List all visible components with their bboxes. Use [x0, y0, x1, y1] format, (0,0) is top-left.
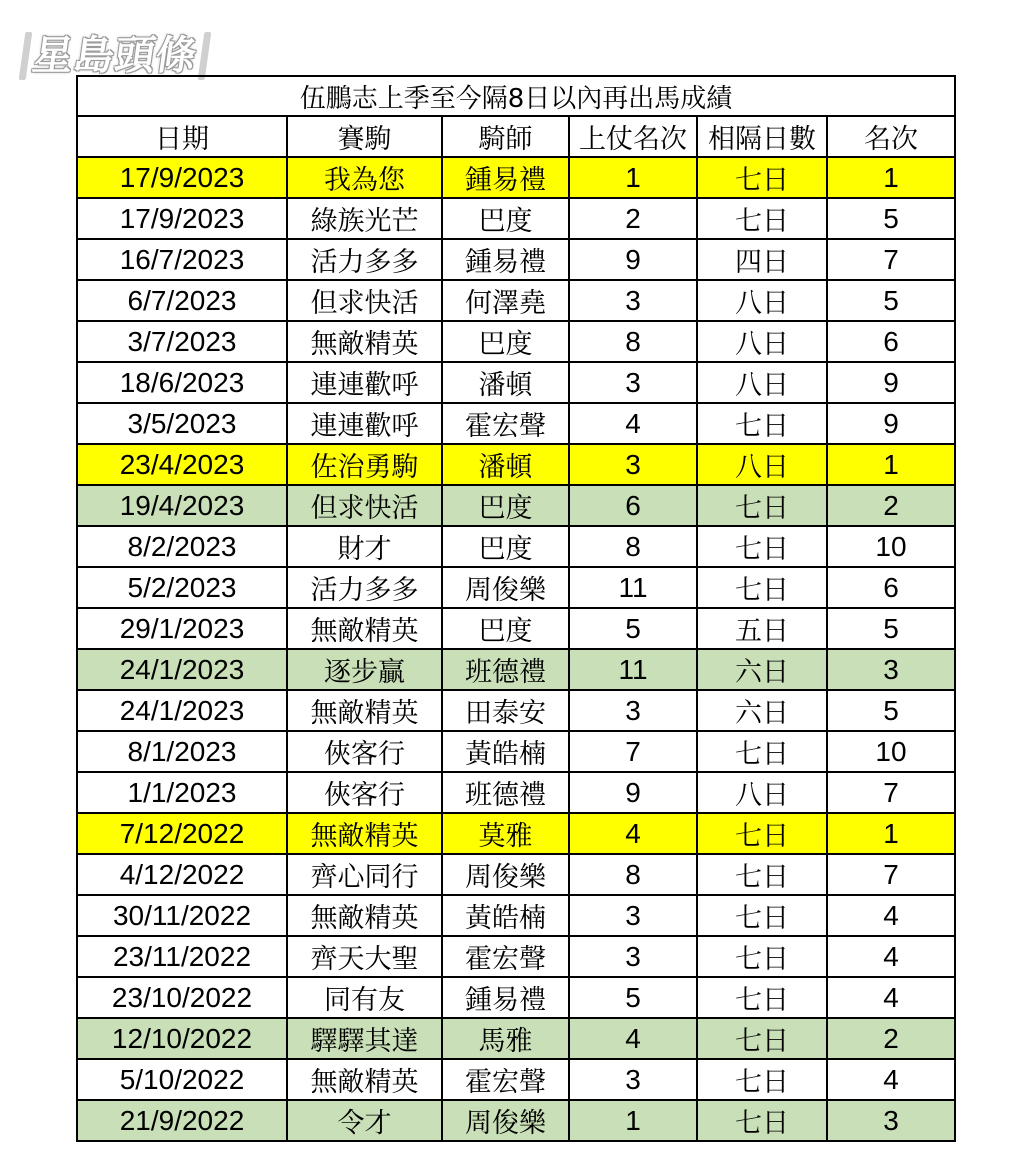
header-date: 日期 [77, 116, 287, 157]
cell-jockey: 巴度 [442, 321, 569, 362]
cell-date: 17/9/2023 [77, 157, 287, 198]
cell-jockey: 霍宏聲 [442, 403, 569, 444]
logo-bar-right [198, 32, 212, 80]
table-row [77, 362, 955, 403]
cell-days-gap: 七日 [697, 1059, 827, 1100]
table-row [77, 690, 955, 731]
cell-last-place: 3 [569, 936, 697, 977]
cell-date: 7/12/2022 [77, 813, 287, 854]
table-row [77, 198, 955, 239]
cell-horse: 無敵精英 [287, 321, 442, 362]
cell-last-place: 3 [569, 362, 697, 403]
cell-days-gap: 四日 [697, 239, 827, 280]
cell-jockey: 田泰安 [442, 690, 569, 731]
cell-jockey: 黃皓楠 [442, 731, 569, 772]
header-jockey: 騎師 [442, 116, 569, 157]
cell-jockey: 周俊樂 [442, 567, 569, 608]
cell-last-place: 4 [569, 403, 697, 444]
cell-place: 7 [827, 772, 955, 813]
cell-horse: 連連歡呼 [287, 403, 442, 444]
cell-place: 5 [827, 198, 955, 239]
table-row [77, 813, 955, 854]
cell-jockey: 何澤堯 [442, 280, 569, 321]
cell-jockey: 霍宏聲 [442, 1059, 569, 1100]
table-row [77, 526, 955, 567]
cell-date: 29/1/2023 [77, 608, 287, 649]
cell-last-place: 9 [569, 772, 697, 813]
cell-date: 12/10/2022 [77, 1018, 287, 1059]
cell-days-gap: 八日 [697, 772, 827, 813]
cell-days-gap: 八日 [697, 444, 827, 485]
cell-days-gap: 七日 [697, 157, 827, 198]
cell-horse: 但求快活 [287, 280, 442, 321]
cell-horse: 無敵精英 [287, 690, 442, 731]
cell-horse: 逐步贏 [287, 649, 442, 690]
cell-place: 4 [827, 977, 955, 1018]
cell-jockey: 莫雅 [442, 813, 569, 854]
cell-horse: 俠客行 [287, 772, 442, 813]
cell-last-place: 9 [569, 239, 697, 280]
cell-horse: 無敵精英 [287, 813, 442, 854]
cell-last-place: 4 [569, 813, 697, 854]
cell-place: 4 [827, 895, 955, 936]
cell-days-gap: 七日 [697, 485, 827, 526]
table-row [77, 485, 955, 526]
cell-date: 21/9/2022 [77, 1100, 287, 1141]
table-row [77, 977, 955, 1018]
cell-place: 4 [827, 936, 955, 977]
cell-place: 5 [827, 280, 955, 321]
cell-days-gap: 五日 [697, 608, 827, 649]
cell-days-gap: 七日 [697, 895, 827, 936]
table-row [77, 157, 955, 198]
cell-last-place: 8 [569, 321, 697, 362]
cell-last-place: 7 [569, 731, 697, 772]
cell-last-place: 2 [569, 198, 697, 239]
cell-place: 1 [827, 813, 955, 854]
cell-days-gap: 七日 [697, 403, 827, 444]
cell-horse: 驛驛其達 [287, 1018, 442, 1059]
header-horse: 賽駒 [287, 116, 442, 157]
cell-days-gap: 七日 [697, 977, 827, 1018]
cell-horse: 連連歡呼 [287, 362, 442, 403]
cell-date: 24/1/2023 [77, 690, 287, 731]
table-row [77, 321, 955, 362]
cell-days-gap: 六日 [697, 690, 827, 731]
cell-date: 23/11/2022 [77, 936, 287, 977]
cell-date: 19/4/2023 [77, 485, 287, 526]
cell-last-place: 3 [569, 444, 697, 485]
table-row [77, 567, 955, 608]
cell-horse: 佐治勇駒 [287, 444, 442, 485]
cell-horse: 無敵精英 [287, 1059, 442, 1100]
header-days-gap: 相隔日數 [697, 116, 827, 157]
cell-last-place: 4 [569, 1018, 697, 1059]
cell-date: 3/5/2023 [77, 403, 287, 444]
cell-last-place: 3 [569, 1059, 697, 1100]
header-row [77, 116, 955, 157]
cell-days-gap: 六日 [697, 649, 827, 690]
table-body [77, 157, 955, 1141]
cell-horse: 俠客行 [287, 731, 442, 772]
cell-place: 6 [827, 321, 955, 362]
cell-jockey: 巴度 [442, 485, 569, 526]
cell-place: 5 [827, 690, 955, 731]
cell-place: 2 [827, 485, 955, 526]
header-last-place: 上仗名次 [569, 116, 697, 157]
cell-days-gap: 八日 [697, 280, 827, 321]
cell-horse: 無敵精英 [287, 608, 442, 649]
cell-date: 18/6/2023 [77, 362, 287, 403]
cell-horse: 齊天大聖 [287, 936, 442, 977]
logo-text: 星島頭條 [29, 33, 201, 79]
cell-place: 7 [827, 854, 955, 895]
cell-days-gap: 七日 [697, 198, 827, 239]
cell-last-place: 11 [569, 567, 697, 608]
table-row [77, 239, 955, 280]
cell-jockey: 黃皓楠 [442, 895, 569, 936]
cell-place: 9 [827, 362, 955, 403]
cell-last-place: 3 [569, 895, 697, 936]
cell-place: 4 [827, 1059, 955, 1100]
cell-last-place: 3 [569, 690, 697, 731]
cell-last-place: 8 [569, 526, 697, 567]
cell-place: 1 [827, 157, 955, 198]
cell-date: 23/10/2022 [77, 977, 287, 1018]
table-row [77, 608, 955, 649]
cell-date: 8/1/2023 [77, 731, 287, 772]
cell-last-place: 5 [569, 977, 697, 1018]
cell-date: 3/7/2023 [77, 321, 287, 362]
cell-jockey: 巴度 [442, 608, 569, 649]
cell-jockey: 潘頓 [442, 362, 569, 403]
cell-place: 1 [827, 444, 955, 485]
cell-date: 17/9/2023 [77, 198, 287, 239]
cell-last-place: 11 [569, 649, 697, 690]
cell-horse: 同有友 [287, 977, 442, 1018]
cell-jockey: 馬雅 [442, 1018, 569, 1059]
cell-days-gap: 七日 [697, 1100, 827, 1141]
table-row [77, 649, 955, 690]
cell-horse: 我為您 [287, 157, 442, 198]
results-table [76, 75, 956, 1142]
cell-date: 5/2/2023 [77, 567, 287, 608]
cell-horse: 齊心同行 [287, 854, 442, 895]
table-row [77, 280, 955, 321]
cell-horse: 綠族光芒 [287, 198, 442, 239]
table-row [77, 1059, 955, 1100]
cell-jockey: 鍾易禮 [442, 157, 569, 198]
cell-days-gap: 七日 [697, 526, 827, 567]
cell-last-place: 1 [569, 157, 697, 198]
cell-place: 3 [827, 649, 955, 690]
cell-place: 2 [827, 1018, 955, 1059]
cell-date: 8/2/2023 [77, 526, 287, 567]
cell-last-place: 1 [569, 1100, 697, 1141]
cell-date: 6/7/2023 [77, 280, 287, 321]
cell-jockey: 鍾易禮 [442, 239, 569, 280]
cell-horse: 活力多多 [287, 239, 442, 280]
cell-days-gap: 七日 [697, 567, 827, 608]
title-row [77, 76, 955, 116]
cell-jockey: 潘頓 [442, 444, 569, 485]
table-row [77, 1100, 955, 1141]
cell-date: 1/1/2023 [77, 772, 287, 813]
cell-place: 6 [827, 567, 955, 608]
cell-jockey: 周俊樂 [442, 854, 569, 895]
cell-days-gap: 七日 [697, 813, 827, 854]
cell-horse: 無敵精英 [287, 895, 442, 936]
cell-jockey: 霍宏聲 [442, 936, 569, 977]
cell-days-gap: 八日 [697, 362, 827, 403]
table-row [77, 1018, 955, 1059]
cell-horse: 但求快活 [287, 485, 442, 526]
table-row [77, 854, 955, 895]
header-place: 名次 [827, 116, 955, 157]
cell-date: 5/10/2022 [77, 1059, 287, 1100]
cell-days-gap: 七日 [697, 731, 827, 772]
table-row [77, 403, 955, 444]
cell-days-gap: 七日 [697, 936, 827, 977]
cell-jockey: 巴度 [442, 526, 569, 567]
cell-date: 16/7/2023 [77, 239, 287, 280]
cell-jockey: 周俊樂 [442, 1100, 569, 1141]
cell-place: 7 [827, 239, 955, 280]
cell-last-place: 3 [569, 280, 697, 321]
cell-date: 4/12/2022 [77, 854, 287, 895]
table-row [77, 936, 955, 977]
cell-jockey: 班德禮 [442, 649, 569, 690]
cell-days-gap: 七日 [697, 1018, 827, 1059]
table-row [77, 772, 955, 813]
cell-last-place: 8 [569, 854, 697, 895]
cell-date: 24/1/2023 [77, 649, 287, 690]
cell-days-gap: 七日 [697, 854, 827, 895]
cell-horse: 財才 [287, 526, 442, 567]
cell-date: 30/11/2022 [77, 895, 287, 936]
cell-jockey: 班德禮 [442, 772, 569, 813]
cell-place: 10 [827, 731, 955, 772]
table-row [77, 895, 955, 936]
cell-last-place: 5 [569, 608, 697, 649]
cell-date: 23/4/2023 [77, 444, 287, 485]
cell-place: 9 [827, 403, 955, 444]
cell-days-gap: 八日 [697, 321, 827, 362]
cell-place: 10 [827, 526, 955, 567]
table-title: 伍鵬志上季至今隔8日以內再出馬成績 [77, 76, 955, 116]
cell-horse: 令才 [287, 1100, 442, 1141]
table-row [77, 444, 955, 485]
cell-last-place: 6 [569, 485, 697, 526]
cell-place: 5 [827, 608, 955, 649]
cell-horse: 活力多多 [287, 567, 442, 608]
cell-place: 3 [827, 1100, 955, 1141]
cell-jockey: 巴度 [442, 198, 569, 239]
cell-jockey: 鍾易禮 [442, 977, 569, 1018]
table-row [77, 731, 955, 772]
